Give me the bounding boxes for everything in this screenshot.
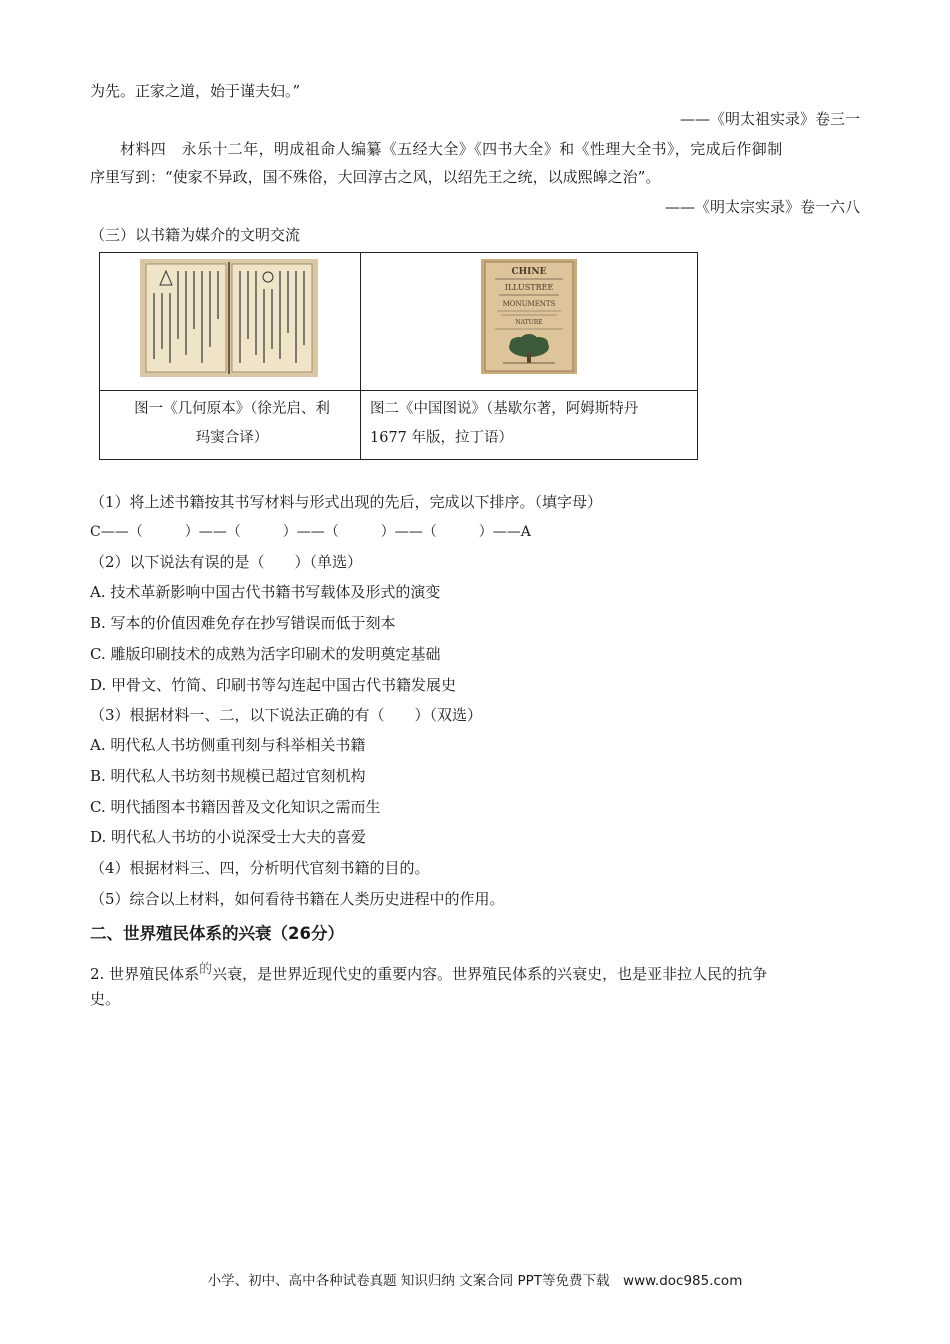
cover-title-4: NATURE [515,319,543,326]
table-divider-horizontal [100,390,697,391]
figure-two-caption-line-1: 图二《中国图说》（基歇尔著，阿姆斯特丹 [370,401,639,417]
material-four-source: ——《明太宗实录》卷一六八 [664,198,860,216]
table-divider-vertical [360,253,361,459]
question-3-option-c: C. 明代插图本书籍因普及文化知识之需而生 [90,798,381,816]
question-4: （4）根据材料三、四，分析明代官刻书籍的目的。 [90,859,430,877]
question-5: （5）综合以上材料，如何看待书籍在人类历史进程中的作用。 [90,890,505,908]
section-three-title: （三）以书籍为媒介的文明交流 [90,226,301,244]
figure-one-caption [114,395,350,453]
page-footer: 小学、初中、高中各种试卷真题 知识归纳 文案合同 PPT等免费下载 www.doc985.com [207,1273,743,1289]
cover-title-2: ILLUSTREE [504,283,554,292]
figure-two-caption-line-2: 1677 年版，拉丁语） [370,430,514,446]
part-two-heading: 二、世界殖民体系的兴衰（26分） [90,924,344,943]
question-3-option-a: A. 明代私人书坊侧重刊刻与科举相关书籍 [90,736,366,754]
figure-table [99,252,698,460]
quote-line: 为先。正家之道，始于谨夫妇。” [90,82,301,100]
question-3-option-b: B. 明代私人书坊刻书规模已超过官刻机构 [90,767,366,785]
material-four-line-1: 材料四 永乐十二年，明成祖命人编纂《五经大全》《四书大全》和《性理大全书》，完成后作御制 [120,140,783,158]
cover-title-1: CHINE [511,267,547,277]
part-two-question-start: 2. 世界殖民体系 [90,965,200,983]
part-two-question-line-2: 史。 [90,990,121,1008]
question-2-option-c: C. 雕版印刷技术的成熟为活字印刷术的发明奠定基础 [90,645,441,663]
question-1-sequence: C——（ ）——（ ）——（ ）——（ ）——A [90,524,531,540]
material-four-line-2: 序里写到：“使家不异政，国不殊俗，大回淳古之风，以绍先王之统，以成熙皞之治”。 [90,168,661,186]
question-2-option-b: B. 写本的价值因难免存在抄写错误而低于刻本 [90,614,396,632]
china-illustrata-cover-image [481,259,577,374]
figure-two-caption [370,395,695,453]
quote-source: ——《明太祖实录》卷三一 [679,110,860,128]
question-2-option-d: D. 甲骨文、竹简、印刷书等勾连起中国古代书籍发展史 [90,676,457,694]
part-two-question-rest: 兴衰，是世界近现代史的重要内容。世界殖民体系的兴衰史，也是亚非拉人民的抗争 [212,965,768,983]
geometry-book-image [140,259,318,377]
question-2: （2）以下说法有误的是（ ）（单选） [90,553,363,571]
figure-one-caption-line-1: 图一《几何原本》（徐光启、利 [134,401,330,417]
part-two-question-line-1 [90,958,767,984]
question-2-option-a: A. 技术革新影响中国古代书籍书写载体及形式的演变 [90,583,441,601]
part-two-question-superscript: 的 [199,962,213,977]
question-3: （3）根据材料一、二，以下说法正确的有（ ）（双选） [90,706,483,724]
question-1: （1）将上述书籍按其书写材料与形式出现的先后，完成以下排序。（填字母） [90,493,603,511]
question-3-option-d: D. 明代私人书坊的小说深受士大夫的喜爱 [90,828,367,846]
figure-one-caption-line-2: 玛窦合译） [195,430,269,446]
cover-title-3: MONUMENTS [502,300,556,308]
